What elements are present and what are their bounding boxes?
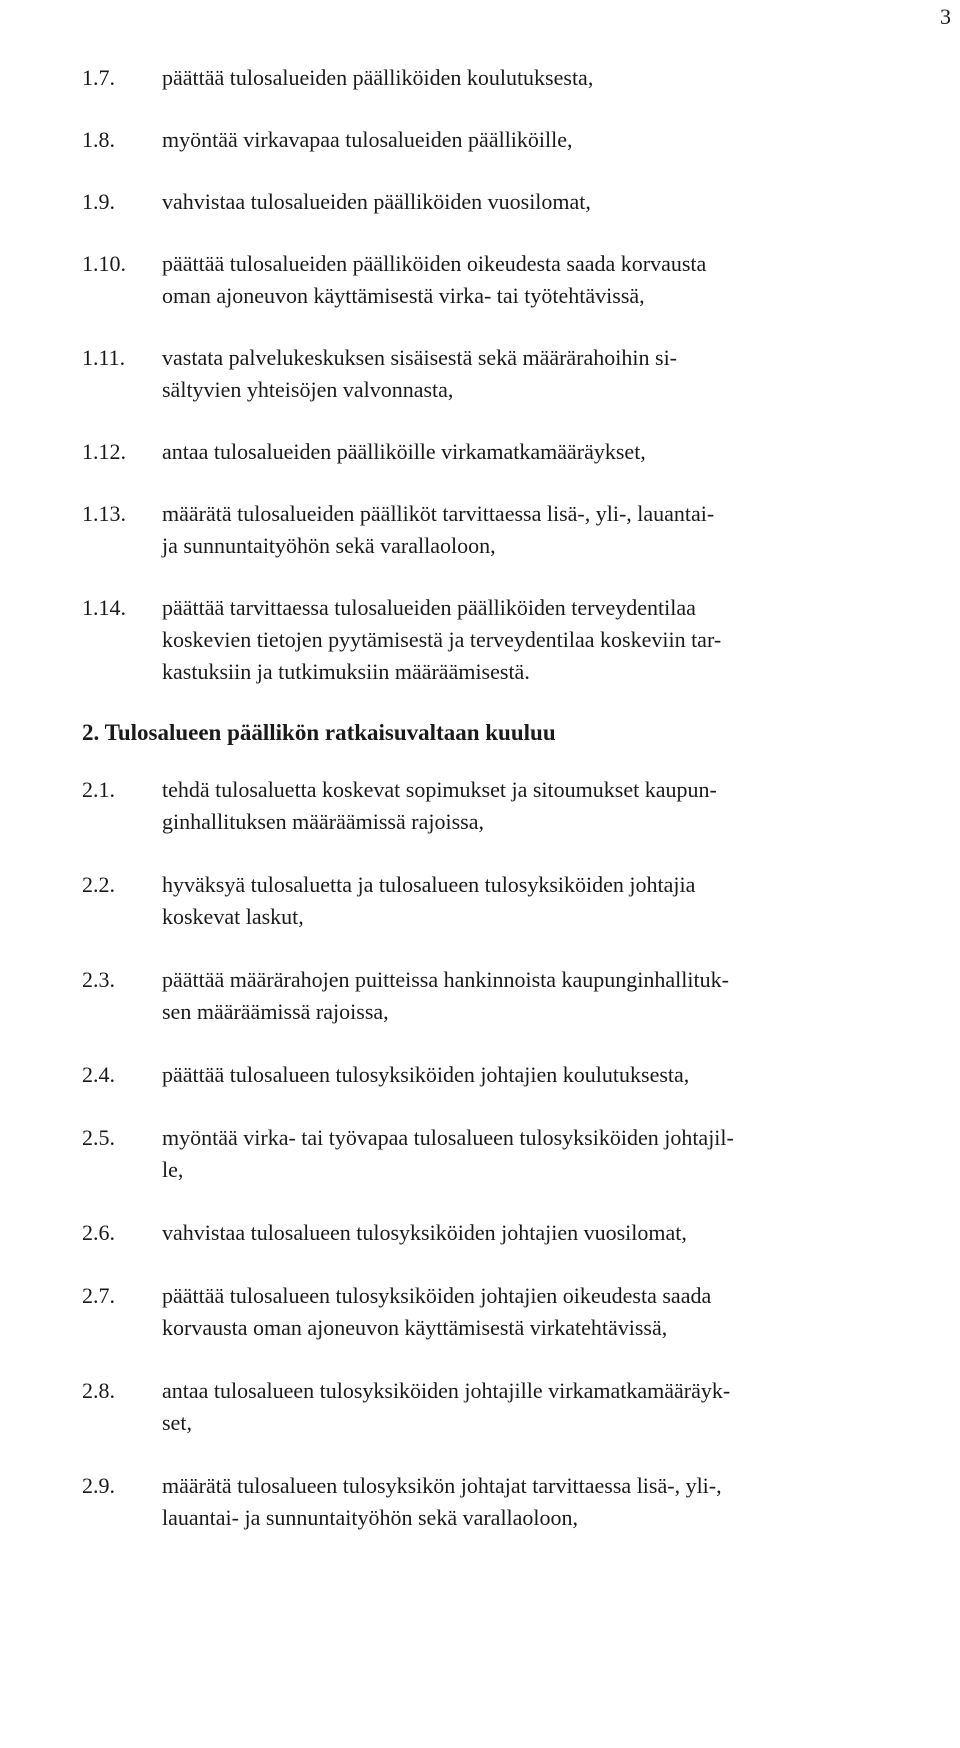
item-number: 2.1. [82,777,115,802]
item-text: vahvistaa tulosalueiden päälliköiden vuosilomat, [162,189,591,214]
list-item [0,1280,960,1344]
item-text: hyväksyä tulosaluetta ja tulosalueen tulosyksiköiden johtajia koskevat laskut, [162,872,696,929]
list-item [0,498,960,562]
item-text: päättää tulosalueen tulosyksiköiden johtajien koulutuksesta, [162,1062,690,1087]
list-item [0,62,960,94]
item-number: 2.3. [82,967,115,992]
list-item [0,1217,960,1249]
list-item [0,1059,960,1091]
document-body [0,62,960,1565]
item-text: antaa tulosalueen tulosyksiköiden johtajille virkamatkamääräyk- set, [162,1378,731,1435]
item-number: 1.11. [82,345,126,370]
item-number: 2.9. [82,1473,115,1498]
item-number: 2.8. [82,1378,115,1403]
page-number: 3 [940,4,951,29]
item-text: päättää tulosalueiden päälliköiden koulutuksesta, [162,65,594,90]
item-text: vahvistaa tulosalueen tulosyksiköiden johtajien vuosilomat, [162,1220,687,1245]
list-item [0,124,960,156]
list-item [0,869,960,933]
section-1-list [0,62,960,688]
item-text: päättää määrärahojen puitteissa hankinnoista kaupunginhallituk- sen määräämissä rajoissa, [162,967,729,1024]
item-number: 1.14. [82,595,126,620]
list-item [0,186,960,218]
list-item [0,964,960,1028]
item-number: 1.8. [82,127,115,152]
item-text: päättää tulosalueen tulosyksiköiden johtajien oikeudesta saada korvausta oman ajoneuvon käyttämisestä virkatehtävissä, [162,1283,712,1340]
item-text: vastata palvelukeskuksen sisäisestä sekä määrärahoihin si- sältyvien yhteisöjen valvonnasta, [162,345,678,402]
list-item [0,774,960,838]
list-item [0,1470,960,1534]
item-text: myöntää virkavapaa tulosalueiden päälliköille, [162,127,573,152]
section-2-list [0,774,960,1534]
item-number: 2.6. [82,1220,115,1245]
item-text: määrätä tulosalueiden päälliköt tarvittaessa lisä-, yli-, lauantai- ja sunnuntaityöhön sekä varallaoloon, [162,501,715,558]
item-text: myöntää virka- tai työvapaa tulosalueen tulosyksiköiden johtajil- le, [162,1125,734,1182]
item-number: 1.13. [82,501,126,526]
item-number: 1.10. [82,251,126,276]
item-number: 2.4. [82,1062,115,1087]
item-number: 2.2. [82,872,115,897]
list-item [0,1375,960,1439]
item-text: tehdä tulosaluetta koskevat sopimukset ja sitoumukset kaupun- ginhallituksen määräämissä rajoissa, [162,777,717,834]
item-text: määrätä tulosalueen tulosyksikön johtajat tarvittaessa lisä-, yli-, lauantai- ja sunnuntaityöhön sekä varallaoloon, [162,1473,722,1530]
item-text: päättää tulosalueiden päälliköiden oikeudesta saada korvausta oman ajoneuvon käyttämisestä virka- tai työtehtävissä, [162,251,707,308]
item-text: antaa tulosalueiden päälliköille virkamatkamääräykset, [162,439,646,464]
list-item [0,248,960,312]
item-number: 2.7. [82,1283,115,1308]
item-number: 2.5. [82,1125,115,1150]
list-item [0,436,960,468]
section-2-heading: 2. Tulosalueen päällikön ratkaisuvaltaan kuuluu [82,720,556,745]
item-number: 1.9. [82,189,115,214]
list-item [0,592,960,688]
item-number: 1.12. [82,439,126,464]
item-text: päättää tarvittaessa tulosalueiden päälliköiden terveydentilaa koskevien tietojen pyytämisestä ja terveydentilaa koskeviin tar- kastuksiin ja tutkimuksiin määräämisestä. [162,595,722,684]
list-item [0,342,960,406]
list-item [0,1122,960,1186]
item-number: 1.7. [82,65,115,90]
